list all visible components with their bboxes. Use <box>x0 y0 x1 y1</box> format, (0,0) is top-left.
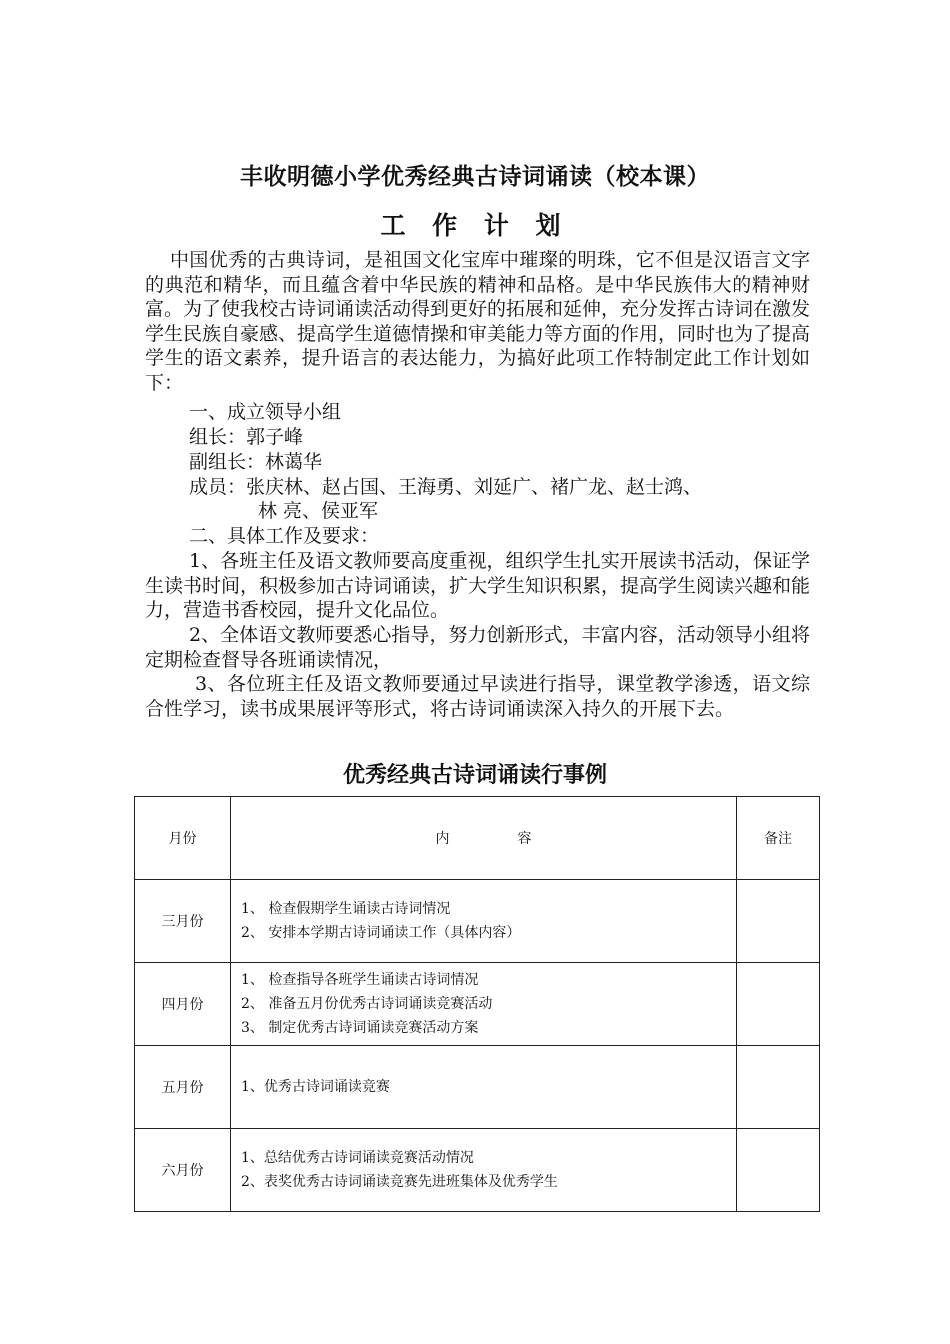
schedule-title: 优秀经典古诗词诵读行事例 <box>342 763 607 788</box>
members-line-2: 林 亮、侯亚军 <box>258 500 379 522</box>
row-content <box>231 963 737 1046</box>
requirement-item-2: 2、全体语文教师要悉心指导，努力创新形式，丰富内容，活动领导小组将定期检查督导各班诵读情况， <box>145 624 810 671</box>
row-month: 五月份 <box>135 1046 231 1129</box>
row-item: 1、总结优秀古诗词诵读竞赛活动情况 <box>241 1150 474 1166</box>
header-content-b: 容 <box>517 831 532 847</box>
section1-heading: 一、成立领导小组 <box>189 401 342 423</box>
row-item: 1、 检查指导各班学生诵读古诗词情况 <box>241 972 479 988</box>
row-note <box>737 1046 820 1129</box>
table-row <box>135 1046 820 1129</box>
table-row <box>135 963 820 1046</box>
row-item: 2、 准备五月份优秀古诗词诵读竞赛活动 <box>241 996 493 1012</box>
leader-line: 组长：郭子峰 <box>189 426 304 448</box>
row-item: 3、 制定优秀古诗词诵读竞赛活动方案 <box>241 1020 479 1036</box>
header-content-a: 内 <box>435 831 450 847</box>
row-item: 1、 检查假期学生诵读古诗词情况 <box>241 901 451 917</box>
vice-leader-line: 副组长：林蔼华 <box>189 451 323 473</box>
table-header-row <box>135 797 820 880</box>
row-item: 2、表奖优秀古诗词诵读竞赛先进班集体及优秀学生 <box>241 1174 558 1190</box>
section2-heading: 二、具体工作及要求： <box>189 525 380 547</box>
header-content <box>231 797 737 880</box>
intro-paragraph: 中国优秀的古典诗词，是祖国文化宝库中璀璨的明珠，它不但是汉语言文字的典范和精华，而且蕴含着中华民族的精神和品格。是中华民族伟大的精神财富。为了使我校古诗词诵读活动得到更好的拓展和延伸，充分发挥古诗词在激发学生民族自豪感、提高学生道德情操和审美能力等方面的作用，同时也为了提高学生的语文素养，提升语言的表达能力，为搞好此项工作特制定此工作计划如下： <box>145 249 811 394</box>
row-item: 2、 安排本学期古诗词诵读工作（具体内容） <box>241 925 521 941</box>
row-item: 1、优秀古诗词诵读竞赛 <box>241 1079 390 1095</box>
schedule-table <box>134 796 820 1212</box>
row-note <box>737 1129 820 1212</box>
header-note: 备注 <box>737 797 820 880</box>
row-month: 六月份 <box>135 1129 231 1212</box>
table-row <box>135 880 820 963</box>
document-subtitle: 工 作 计 划 <box>380 211 570 240</box>
row-content <box>231 1046 737 1129</box>
document-title: 丰收明德小学优秀经典古诗词诵读（校本课） <box>240 164 710 190</box>
row-note <box>737 963 820 1046</box>
row-content <box>231 1129 737 1212</box>
requirement-item-1: 1、各班主任及语文教师要高度重视，组织学生扎实开展读书活动，保证学生读书时间，积极参加古诗词诵读，扩大学生知识积累，提高学生阅读兴趣和能力，营造书香校园，提升文化品位。 <box>145 550 811 621</box>
row-note <box>737 880 820 963</box>
requirement-item-3: 3、各位班主任及语文教师要通过早读进行指导，课堂教学渗透，语文综合性学习，读书成果展评等形式，将古诗词诵读深入持久的开展下去。 <box>145 673 810 720</box>
members-line-1: 成员：张庆林、赵占国、王海勇、刘延广、褚广龙、赵士鸿、 <box>189 476 703 498</box>
row-content <box>231 880 737 963</box>
header-month: 月份 <box>135 797 231 880</box>
row-month: 三月份 <box>135 880 231 963</box>
row-month: 四月份 <box>135 963 231 1046</box>
table-row <box>135 1129 820 1212</box>
